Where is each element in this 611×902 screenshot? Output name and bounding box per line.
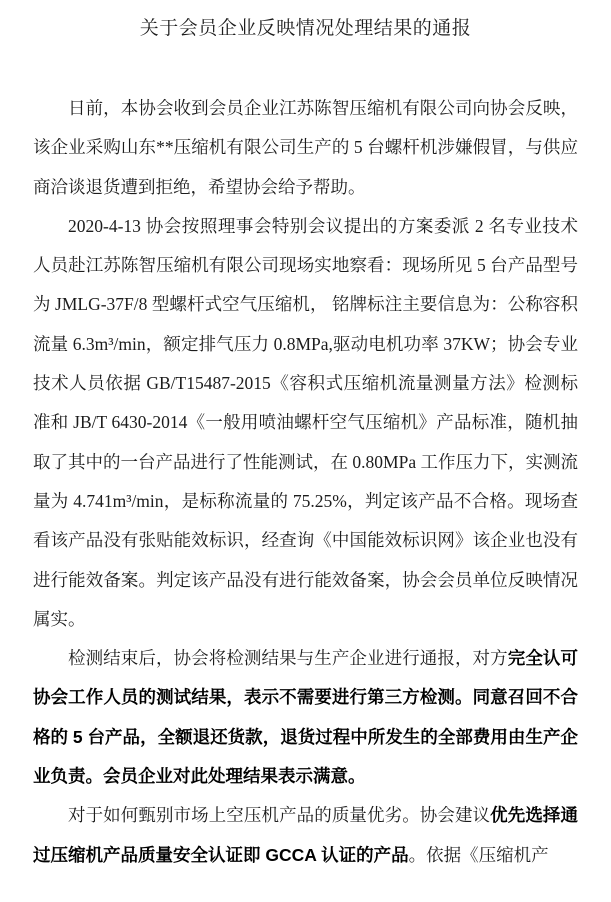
bold-text-run: 优先选择通过压缩机产品质量安全认证即 GCCA 认证的产品	[33, 805, 579, 865]
text-run: 。依据《压缩机产	[408, 844, 549, 865]
document-body	[33, 89, 578, 875]
text-run: 日前，本协会收到会员企业江苏陈智压缩机有限公司向协会反映，该企业采购山东**压缩机有限公司生产的 5 台螺杆机涉嫌假冒，与供应商洽谈退货遭到拒绝，希望协会给予帮助。	[33, 98, 578, 197]
paragraph	[33, 207, 578, 639]
paragraph	[33, 89, 578, 207]
paragraph	[33, 639, 578, 796]
document-title: 关于会员企业反映情况处理结果的通报	[139, 18, 472, 39]
text-run: 2020-4-13 协会按照理事会特别会议提出的方案委派 2 名专业技术人员赴江苏陈智压缩机有限公司现场实地察看：现场所见 5 台产品型号为 JMLG-37F/8 型螺杆式空气压缩机， 铭牌标注主要信息为：公称容积流量 6.3m³/min，额定排气压力 0.8MPa,驱动电机功率 37KW；协会专业技术人员依据 GB/T15487-2015《容积式压缩机流量测量方法》检测标准和 JB/T 6430-2014《一般用喷油螺杆空气压缩机》产品标准，随机抽取了其中的一台产品进行了性能测试，在 0.80MPa 工作压力下，实测流量为 4.741m³/min，是标称流量的 75.25%，判定该产品不合格。现场查看该产品没有张贴能效标识，经查询《中国能效标识网》该企业也没有进行能效备案。判定该产品没有进行能效备案，协会会员单位反映情况属实。	[33, 215, 578, 629]
paragraph	[33, 796, 578, 875]
text-run: 检测结束后，协会将检测结果与生产企业进行通报，对方	[68, 648, 508, 669]
text-run: 对于如何甄别市场上空压机产品的质量优劣。协会建议	[68, 805, 491, 826]
bold-text-run: 完全认可协会工作人员的测试结果，表示不需要进行第三方检测。同意召回不合格的 5 台产品，全额退还货款，退货过程中所发生的全部费用由生产企业负责。会员企业对此处理结果表示满意。	[33, 648, 579, 787]
